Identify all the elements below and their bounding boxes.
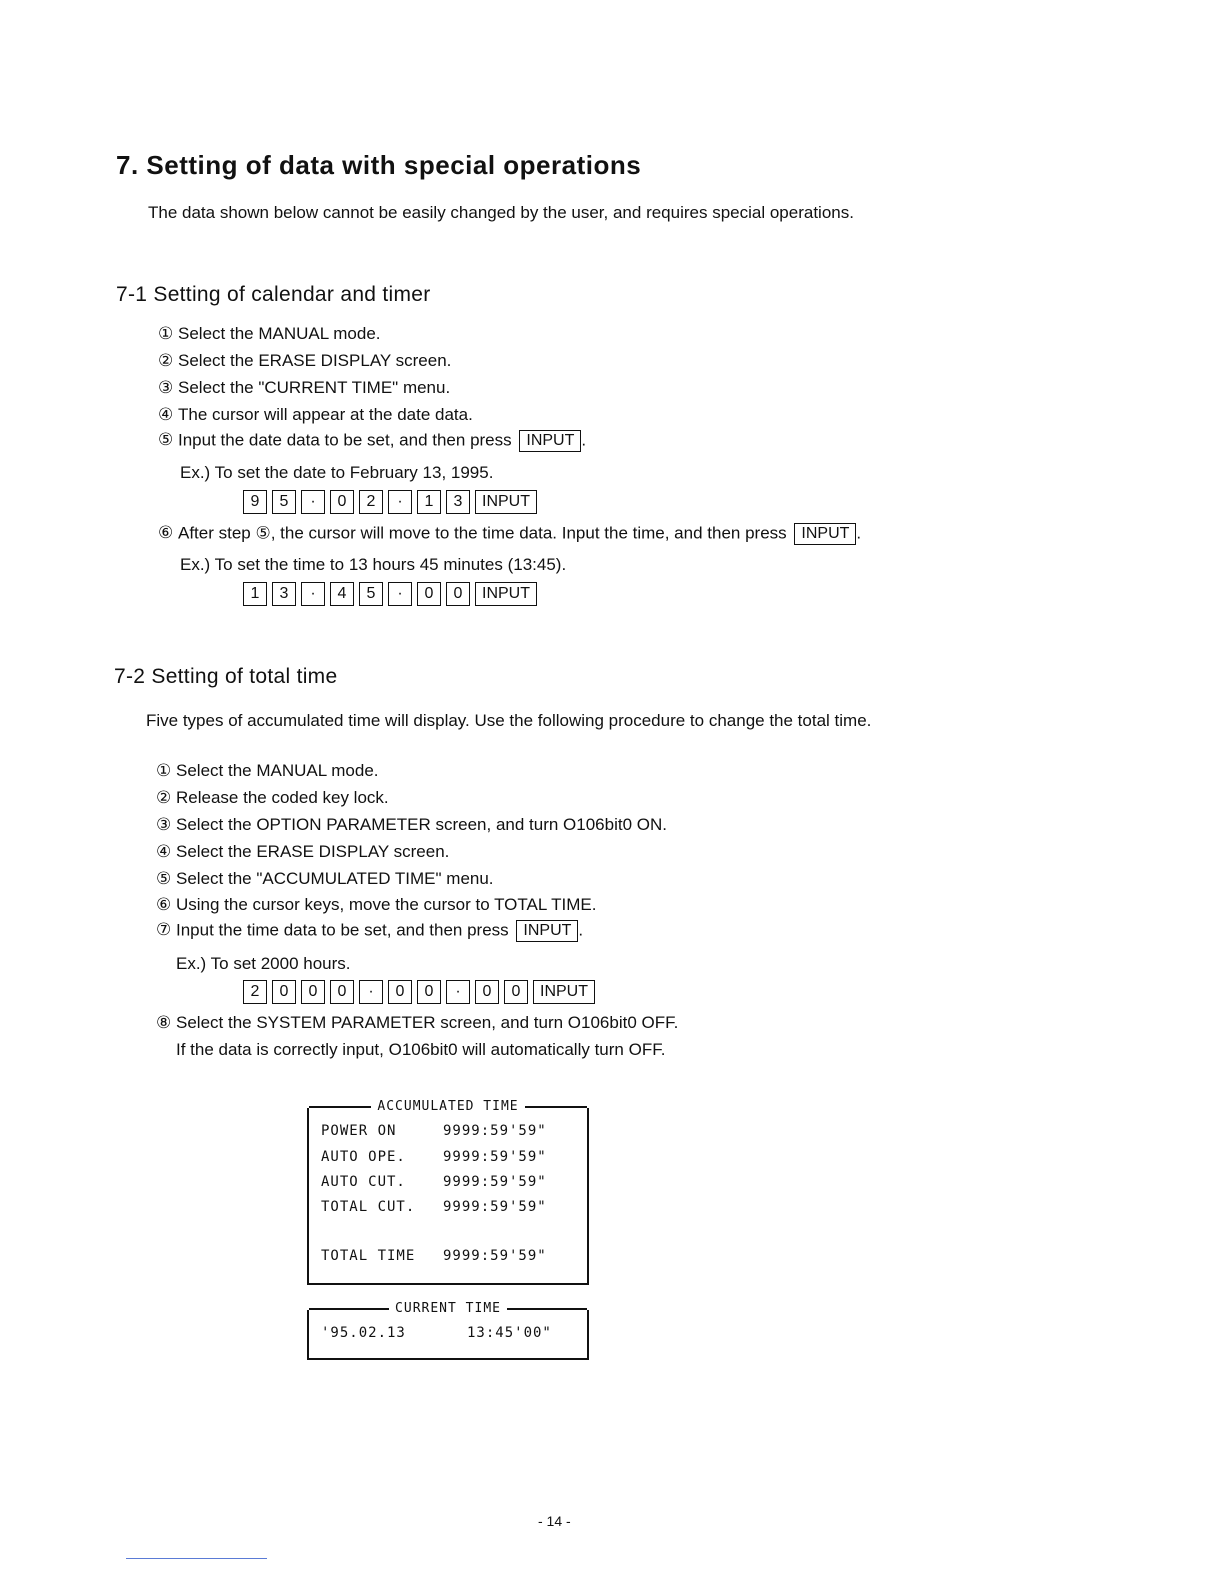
key: 4 [330, 582, 354, 606]
example-text: Ex.) To set the date to February 13, 1995. [180, 463, 494, 482]
screen-caption: ACCUMULATED TIME [377, 1099, 519, 1114]
table-row: POWER ON 9999:59'59" [321, 1123, 547, 1139]
key: 0 [272, 980, 296, 1004]
key: 0 [475, 980, 499, 1004]
input-key: INPUT [475, 490, 537, 514]
key: 0 [417, 980, 441, 1004]
page-number: - 14 - [538, 1513, 571, 1529]
input-key: INPUT [475, 582, 537, 606]
key: 2 [243, 980, 267, 1004]
key: 0 [330, 980, 354, 1004]
table-row: AUTO OPE. 9999:59'59" [321, 1149, 547, 1165]
list-item: ⑥ Using the cursor keys, move the cursor to TOTAL TIME. [156, 895, 597, 914]
table-row: TOTAL CUT. 9999:59'59" [321, 1199, 547, 1215]
section-paragraph: Five types of accumulated time will display. Use the following procedure to change the total time. [146, 711, 872, 730]
key: 3 [446, 490, 470, 514]
key: · [301, 582, 325, 606]
key: 5 [272, 490, 296, 514]
current-time-screen [307, 1301, 589, 1360]
divider [126, 1558, 267, 1559]
note-text: If the data is correctly input, O106bit0 will automatically turn OFF. [176, 1040, 666, 1059]
list-item: ⑥ After step ⑤, the cursor will move to the time data. Input the time, and then press INPUT . [158, 523, 861, 545]
input-key: INPUT [516, 920, 578, 942]
key-sequence-hours [243, 980, 595, 1004]
key: 5 [359, 582, 383, 606]
list-item: ② Release the coded key lock. [156, 788, 389, 807]
screen-caption: CURRENT TIME [395, 1301, 501, 1316]
key: 1 [417, 490, 441, 514]
current-date: '95.02.13 [321, 1325, 406, 1341]
key: · [301, 490, 325, 514]
list-item: ⑤ Select the "ACCUMULATED TIME" menu. [156, 869, 494, 888]
list-item: ③ Select the OPTION PARAMETER screen, and turn O106bit0 ON. [156, 815, 667, 834]
key: 0 [417, 582, 441, 606]
key: · [388, 490, 412, 514]
key-sequence-time [243, 582, 537, 606]
input-key: INPUT [519, 430, 581, 452]
page-title: 7. Setting of data with special operations [116, 150, 642, 180]
accumulated-time-screen [307, 1099, 589, 1285]
input-key: INPUT [794, 523, 856, 545]
key: 3 [272, 582, 296, 606]
key: 0 [388, 980, 412, 1004]
list-item: ② Select the ERASE DISPLAY screen. [158, 351, 452, 370]
key: 9 [243, 490, 267, 514]
section-heading-7-2: 7-2 Setting of total time [114, 665, 338, 688]
section-heading-7-1: 7-1 Setting of calendar and timer [116, 283, 431, 306]
input-key: INPUT [533, 980, 595, 1004]
key: 2 [359, 490, 383, 514]
list-item: ① Select the MANUAL mode. [156, 761, 379, 780]
list-item: ① Select the MANUAL mode. [158, 324, 381, 343]
key: · [359, 980, 383, 1004]
key: 1 [243, 582, 267, 606]
key: 0 [330, 490, 354, 514]
list-item: ③ Select the "CURRENT TIME" menu. [158, 378, 451, 397]
list-item: ⑦ Input the time data to be set, and then press INPUT . [156, 920, 583, 942]
table-row: TOTAL TIME 9999:59'59" [321, 1248, 547, 1264]
list-item: ⑤ Input the date data to be set, and then press INPUT . [158, 430, 586, 452]
list-item: ④ The cursor will appear at the date data. [158, 405, 473, 424]
key: · [388, 582, 412, 606]
current-time: 13:45'00" [467, 1325, 552, 1341]
key: 0 [504, 980, 528, 1004]
list-item: ⑧ Select the SYSTEM PARAMETER screen, and turn O106bit0 OFF. [156, 1013, 679, 1032]
key: 0 [301, 980, 325, 1004]
key-sequence-date [243, 490, 537, 514]
key: 0 [446, 582, 470, 606]
list-item: ④ Select the ERASE DISPLAY screen. [156, 842, 450, 861]
key: · [446, 980, 470, 1004]
table-row: AUTO CUT. 9999:59'59" [321, 1174, 547, 1190]
intro-text: The data shown below cannot be easily changed by the user, and requires special operations. [148, 203, 854, 222]
example-text: Ex.) To set 2000 hours. [176, 954, 351, 973]
example-text: Ex.) To set the time to 13 hours 45 minutes (13:45). [180, 555, 567, 574]
